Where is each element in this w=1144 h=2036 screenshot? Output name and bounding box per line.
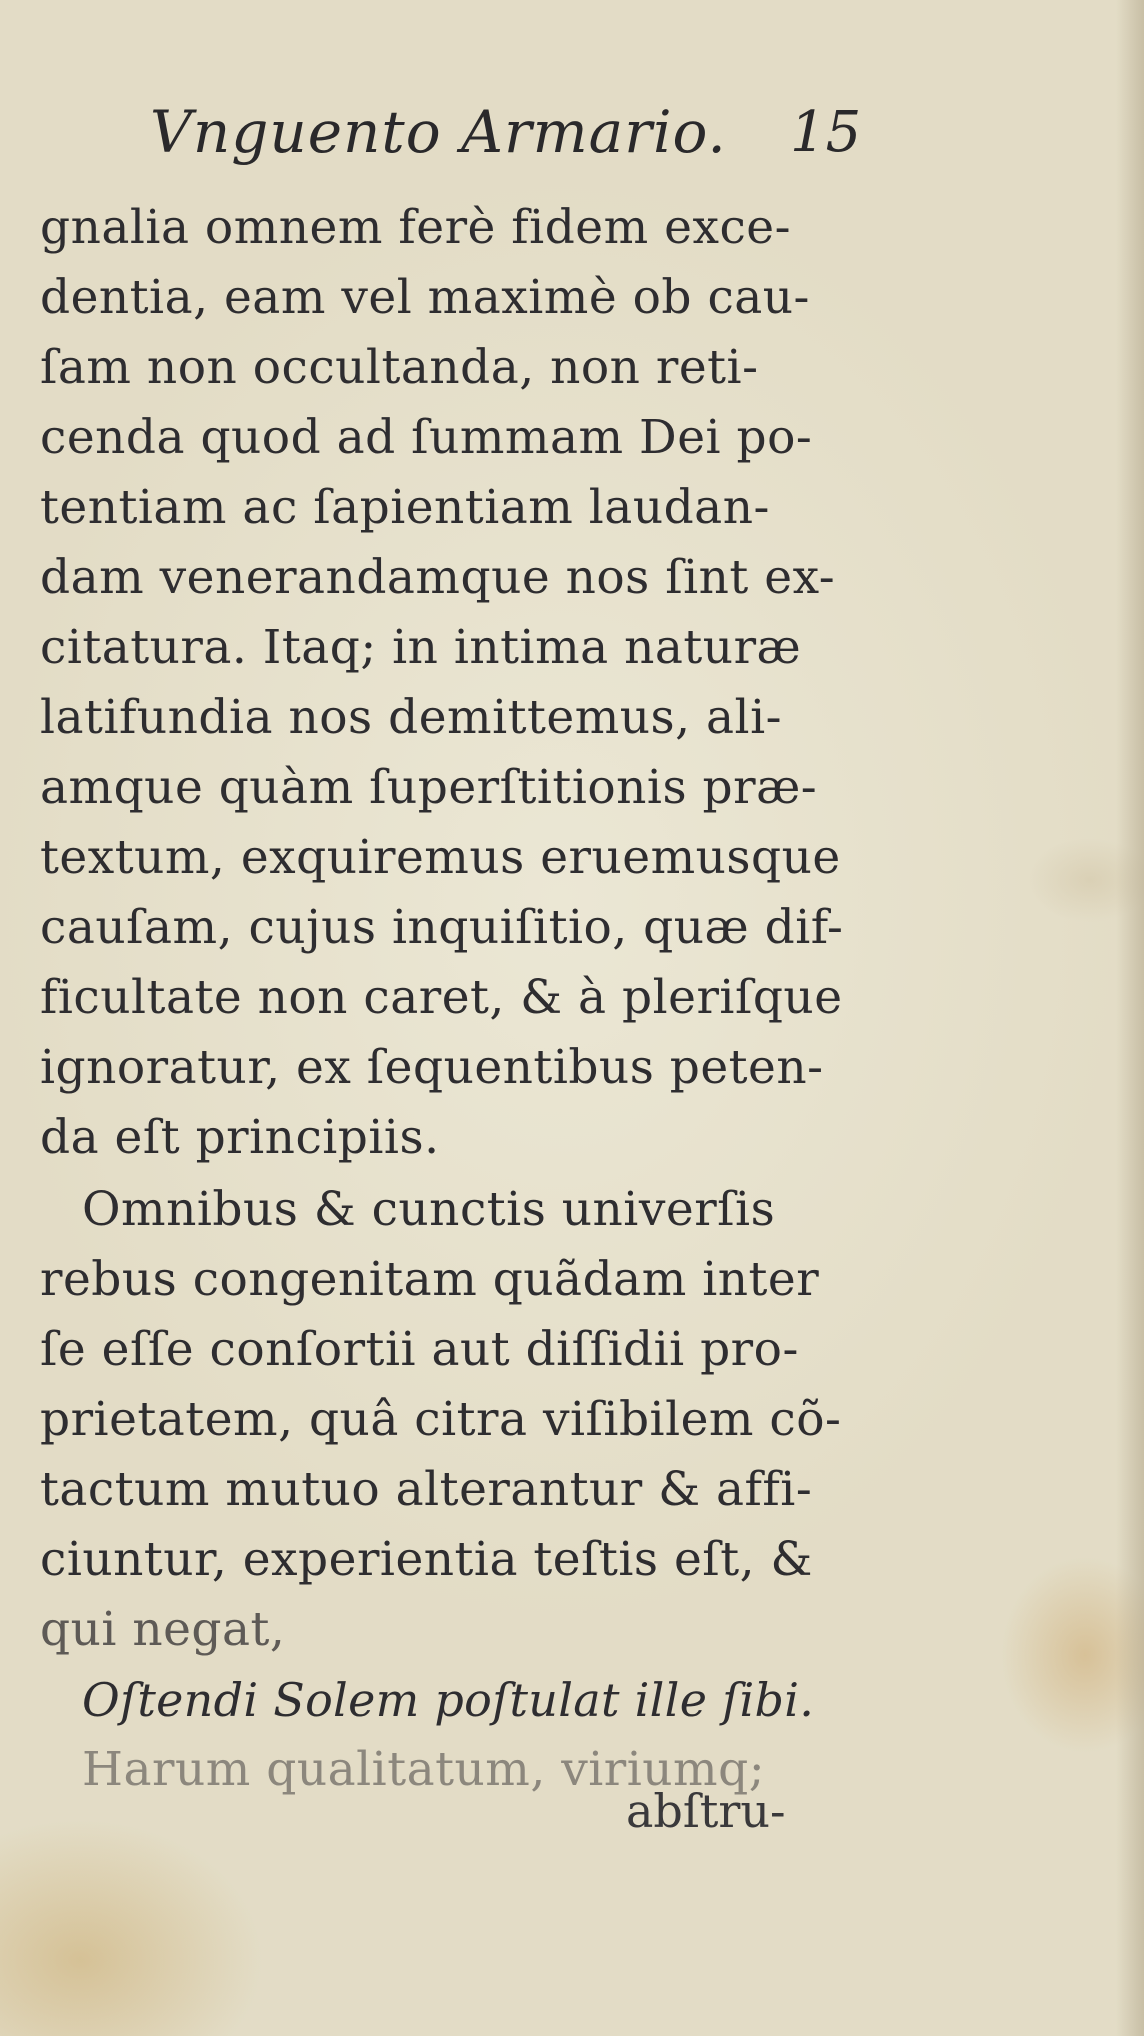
text-line-10: textum, exquiremus eruemusque bbox=[40, 830, 841, 885]
body-text bbox=[40, 192, 1080, 1832]
text-line-19: tactum mutuo alterantur & affi- bbox=[40, 1462, 813, 1517]
running-title: Vnguento Armario. bbox=[150, 98, 727, 166]
text-line-2: dentia, eam vel maximè ob cau- bbox=[40, 270, 810, 325]
text-line-20: ciuntur, experientia teſtis eſt, & bbox=[40, 1532, 813, 1587]
text-line-18: prietatem, quâ citra viſibilem cõ- bbox=[40, 1392, 842, 1447]
running-head bbox=[150, 98, 862, 172]
text-line-23: Harum qualitatum, viriumq; bbox=[82, 1742, 766, 1797]
text-line-17: ſe eſſe conſortii aut diſſidii pro- bbox=[40, 1322, 799, 1377]
text-line-3: ſam non occultanda, non reti- bbox=[40, 340, 759, 395]
quotation-line: Oſtendi Solem poſtulat ille ſibi. bbox=[82, 1673, 815, 1727]
text-line-12: ficultate non caret, & à pleriſque bbox=[40, 970, 843, 1025]
text-line-4: cenda quod ad ſummam Dei po- bbox=[40, 410, 813, 465]
text-line-15: Omnibus & cunctis univerſis bbox=[82, 1182, 776, 1237]
text-line-13: ignoratur, ex ſequentibus peten- bbox=[40, 1040, 824, 1095]
text-line-5: tentiam ac ſapientiam laudan- bbox=[40, 480, 770, 535]
text-line-14: da eſt principiis. bbox=[40, 1110, 440, 1165]
text-line-6: dam venerandamque nos ſint ex- bbox=[40, 550, 836, 605]
text-line-8: latifundia nos demittemus, ali- bbox=[40, 690, 783, 745]
text-line-9: amque quàm ſuperſtitionis præ- bbox=[40, 760, 818, 815]
text-line-11: cauſam, cujus inquiſitio, quæ dif- bbox=[40, 900, 844, 955]
text-line-21: qui negat, bbox=[40, 1602, 286, 1657]
text-line-7: citatura. Itaq; in intima naturæ bbox=[40, 620, 802, 675]
catchword: abſtru- bbox=[626, 1784, 786, 1838]
text-line-1: gnalia omnem ferè fidem exce- bbox=[40, 200, 791, 255]
page-number: 15 bbox=[790, 100, 862, 165]
text-line-16: rebus congenitam quãdam inter bbox=[40, 1252, 820, 1307]
